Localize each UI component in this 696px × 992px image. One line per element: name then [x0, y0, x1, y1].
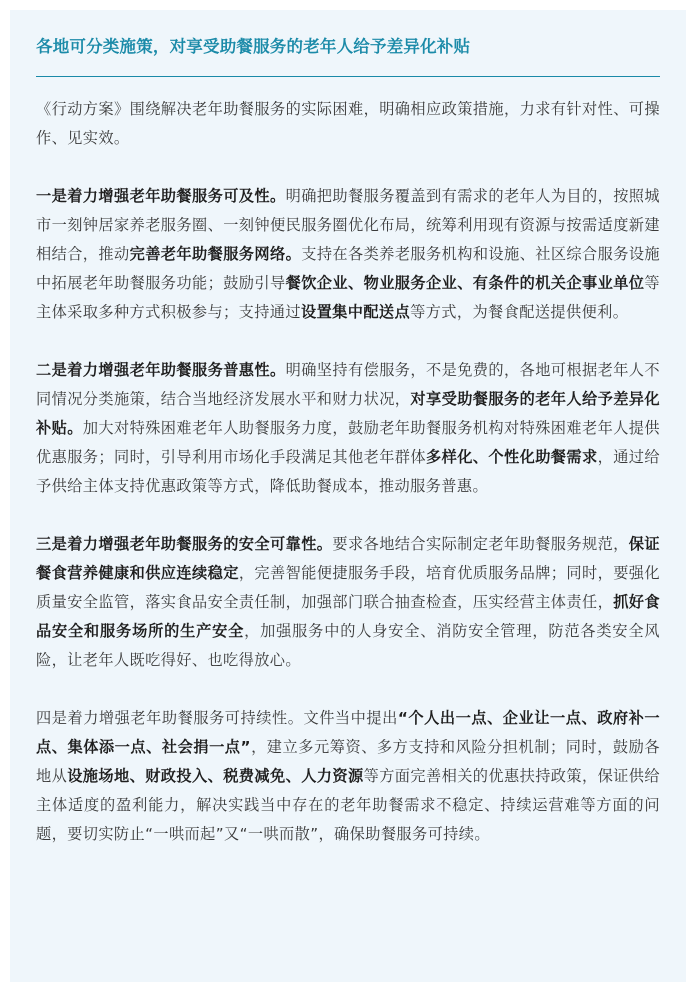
body-text: 加大对特殊困难老年人助餐服务力度，鼓励老年助餐服务机构对特殊困难老年人提供优惠服务；同时，引导利用市场化手段满足其他老年群体 [36, 419, 660, 466]
emphasis-text: 一是着力增强老年助餐服务可及性。 [36, 187, 286, 205]
emphasis-text: 对享受助餐服务的老年人给予差异化补贴。 [36, 390, 660, 437]
emphasis-text: 保证餐食营养健康和供应连续稳定 [36, 535, 660, 582]
body-text: 支持在各类养老服务机构和设施、社区综合服务设施中拓展老年助餐服务功能；鼓励引导 [36, 245, 661, 292]
body-text: 明确坚持有偿服务，不是免费的，各地可根据老年人不同情况分类施策，结合当地经济发展水平和财力状况， [36, 361, 660, 408]
body-text: 四是着力增强老年助餐服务可持续性。文件当中提出 [36, 709, 398, 727]
body-text: 等方面完善相关的优惠扶持政策，保证供给主体适度的盈利能力，解决实践当中存在的老年助餐需求不稳定、持续运营难等方面的问题，要切实防止“一哄而起”又“一哄而散”，确保助餐服务可持续。 [36, 767, 660, 843]
paragraph-point-4 [36, 704, 660, 849]
body-text: 等主体采取多种方式积极参与；支持通过 [36, 274, 661, 321]
emphasis-text: 多样化、个性化助餐需求 [426, 448, 598, 466]
paragraph-intro [36, 95, 660, 153]
emphasis-text: 设置集中配送点 [301, 303, 411, 321]
body-text: 等方式，为餐食配送提供便利。 [410, 303, 629, 321]
emphasis-text: 完善老年助餐服务网络。 [129, 245, 302, 263]
emphasis-text: “个人出一点、企业让一点、政府补一点、集体添一点、社会捐一点” [36, 709, 660, 756]
paragraph-point-1 [36, 182, 660, 327]
body-text: ，建立多元筹资、多方支持和风险分担机制；同时，鼓励各地从 [36, 738, 660, 785]
emphasis-text: 餐饮企业、物业服务企业、有条件的机关企事业单位 [285, 274, 645, 292]
body-text: 《行动方案》围绕解决老年助餐服务的实际困难，明确相应政策措施，力求有针对性、可操作、见实效。 [36, 100, 660, 147]
article-title: 各地可分类施策，对享受助餐服务的老年人给予差异化补贴 [36, 37, 471, 56]
paragraph-point-3 [36, 530, 660, 675]
title-divider [36, 76, 660, 77]
body-text: ，完善智能便捷服务手段，培育优质服务品牌；同时，要强化质量安全监管，落实食品安全责任制，加强部门联合抽查检查，压实经营主体责任， [36, 564, 660, 611]
emphasis-text: 二是着力增强老年助餐服务普惠性。 [36, 361, 286, 379]
paragraph-point-2 [36, 356, 660, 501]
body-text: ，加强服务中的人身安全、消防安全管理，防范各类安全风险，让老年人既吃得好、也吃得放心。 [36, 622, 660, 669]
body-text: 要求各地结合实际制定老年助餐服务规范， [332, 535, 629, 553]
article-panel [10, 10, 686, 982]
body-text: 明确把助餐服务覆盖到有需求的老年人为目的，按照城市一刻钟居家养老服务圈、一刻钟便民服务圈优化布局，统筹利用现有资源与按需适度新建相结合，推动 [36, 187, 660, 263]
emphasis-text: 抓好食品安全和服务场所的生产安全 [36, 593, 660, 640]
emphasis-text: 设施场地、财政投入、税费减免、人力资源 [67, 767, 364, 785]
emphasis-text: 三是着力增强老年助餐服务的安全可靠性。 [36, 535, 333, 553]
body-text: ，通过给予供给主体支持优惠政策等方式，降低助餐成本，推动服务普惠。 [36, 448, 660, 495]
